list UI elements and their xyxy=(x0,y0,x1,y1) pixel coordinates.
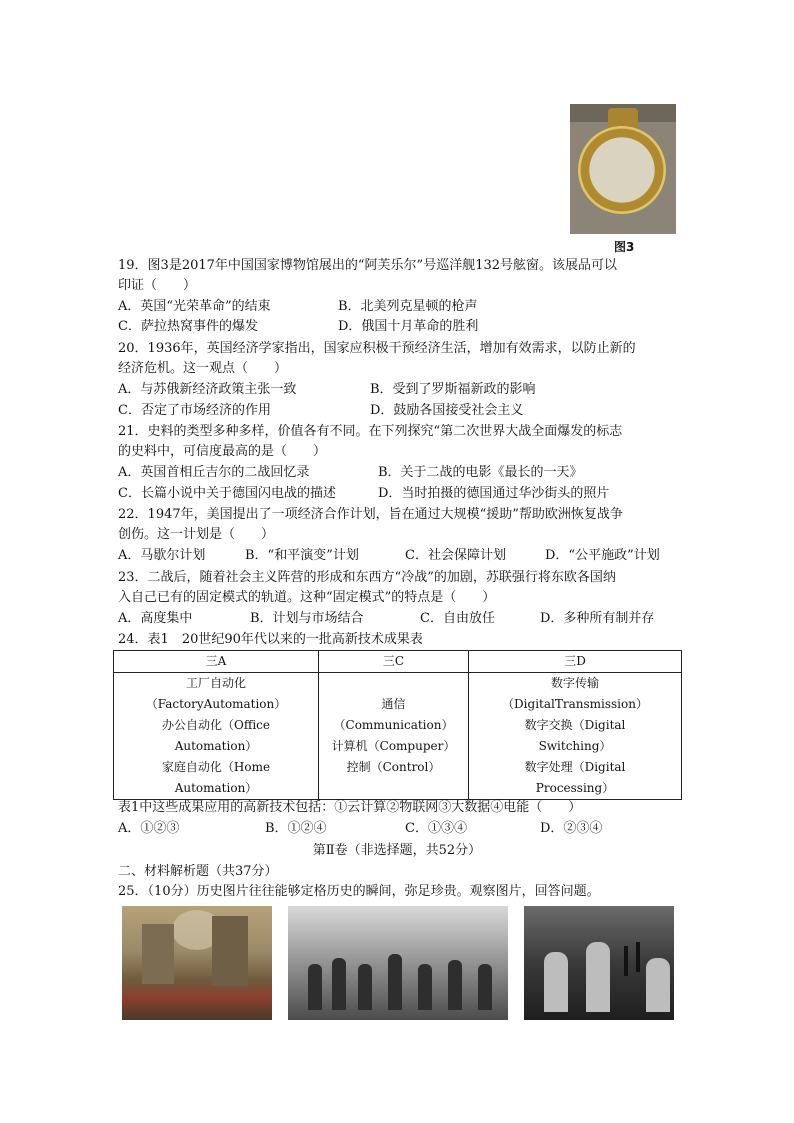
tech-table xyxy=(113,650,682,800)
q24-option-c: C．①③④ xyxy=(405,821,467,836)
q21-stem-line2: 的史料中，可信度最高的是（ ） xyxy=(118,444,327,459)
bastille-painting-image xyxy=(122,906,272,1020)
q22-option-b: B．“和平演变”计划 xyxy=(245,548,359,563)
q24-table-title: 24．表1 20世纪90年代以来的一批高新技术成果表 xyxy=(118,632,423,647)
cell-line: 家庭自动化（Home xyxy=(161,760,271,774)
part2-heading: 第Ⅱ卷（非选择题，共52分） xyxy=(312,843,482,858)
q19-option-b: B．北美列克星顿的枪声 xyxy=(338,299,478,314)
cell-line: Switching） xyxy=(538,739,612,753)
table-cell-a xyxy=(114,673,319,800)
q19-option-c: C．萨拉热窝事件的爆发 xyxy=(118,319,258,334)
q23-stem-line2: 入自己已有的固定模式的轨道。这种“固定模式”的特点是（ ） xyxy=(118,590,496,605)
q20-option-d: D．鼓励各国接受社会主义 xyxy=(370,403,524,418)
table-header: 三A xyxy=(114,651,319,673)
q22-option-d: D．“公平施政”计划 xyxy=(545,548,660,563)
q24-option-b: B．①②④ xyxy=(265,821,327,836)
table-header-row xyxy=(114,651,682,673)
q20-option-b: B．受到了罗斯福新政的影响 xyxy=(370,382,536,397)
cell-line: 工厂自动化 xyxy=(185,676,246,690)
q22-stem-line1: 22．1947年，美国提出了一项经济合作计划，旨在通过大规模“援助”帮助欧洲恢复战争 xyxy=(118,507,623,522)
table-row xyxy=(114,673,682,800)
q20-stem-line2: 经济危机。这一观点（ ） xyxy=(118,361,288,376)
q19-option-d: D．俄国十月革命的胜利 xyxy=(338,319,479,334)
cell-line: 数字交换（Digital xyxy=(524,718,626,732)
table-header: 三C xyxy=(319,651,469,673)
q22-stem-line2: 创伤。这一计划是（ ） xyxy=(118,527,275,542)
q20-stem-line1: 20．1936年，英国经济学家指出，国家应积极干预经济生活，增加有效需求，以防止新的 xyxy=(118,341,636,356)
q23-option-a: A．高度集中 xyxy=(118,611,193,626)
q20-option-a: A．与苏俄新经济政策主张一致 xyxy=(118,382,297,397)
q19-stem-line1: 19．图3是2017年中国国家博物馆展出的“阿芙乐尔”号巡洋舰132号舷窗。该展品可以 xyxy=(118,258,618,273)
q21-option-b: B．关于二战的电影《最长的一天》 xyxy=(378,465,583,480)
cell-line: 办公自动化（Office xyxy=(161,718,271,732)
q23-option-d: D．多种所有制并存 xyxy=(540,611,655,626)
q24-option-d: D．②③④ xyxy=(540,821,603,836)
founding-ceremony-image xyxy=(524,906,674,1020)
q21-option-c: C．长篇小说中关于德国闪电战的描述 xyxy=(118,486,336,501)
q21-option-d: D．当时拍摄的德国通过华沙街头的照片 xyxy=(378,486,610,501)
cell-line: （DigitalTransmission） xyxy=(502,697,648,711)
cell-line: 计算机（Compuper） xyxy=(331,739,456,753)
table-cell-c xyxy=(319,673,469,800)
q22-option-a: A．马歇尔计划 xyxy=(118,548,206,563)
table-cell-d xyxy=(469,673,682,800)
q19-option-a: A．英国“光荣革命”的结束 xyxy=(118,299,271,314)
q25-stem: 25．（10分）历史图片往往能够定格历史的瞬间，弥足珍贵。观察图片，回答问题。 xyxy=(118,884,600,899)
q24-option-a: A．①②③ xyxy=(118,821,180,836)
table-header: 三D xyxy=(469,651,682,673)
q23-stem-line1: 23．二战后，随着社会主义阵营的形成和东西方“冷战”的加剧，苏联强行将东欧各国纳 xyxy=(118,570,616,585)
figure-caption: 图3 xyxy=(614,240,635,254)
q24-stem: 表1中这些成果应用的高新技术包括：①云计算②物联网③大数据④电能（ ） xyxy=(118,800,582,815)
porthole-image xyxy=(570,104,676,234)
q19-stem-line2: 印证（ ） xyxy=(118,278,197,293)
q21-option-a: A．英国首相丘吉尔的二战回忆录 xyxy=(118,465,310,480)
cell-line: 数字处理（Digital xyxy=(524,760,626,774)
cell-line: Processing） xyxy=(535,781,615,795)
cell-line: Automation） xyxy=(174,781,258,795)
section-heading: 二、材料解析题（共37分） xyxy=(118,864,278,879)
cell-line: 数字传输 xyxy=(550,676,599,690)
q23-option-c: C．自由放任 xyxy=(420,611,495,626)
q22-option-c: C．社会保障计划 xyxy=(405,548,506,563)
cell-line: （Communication） xyxy=(333,718,454,732)
q20-option-c: C．否定了市场经济的作用 xyxy=(118,403,271,418)
cell-line: 控制（Control） xyxy=(346,760,441,774)
declaration-signing-image xyxy=(288,906,508,1020)
q23-option-b: B．计划与市场结合 xyxy=(250,611,364,626)
cell-line: （FactoryAutomation） xyxy=(145,697,287,711)
cell-line: 通信 xyxy=(381,697,406,711)
q21-stem-line1: 21．史料的类型多种多样，价值各有不同。在下列探究“第二次世界大战全面爆发的标志 xyxy=(118,424,623,439)
cell-line: Automation） xyxy=(174,739,258,753)
